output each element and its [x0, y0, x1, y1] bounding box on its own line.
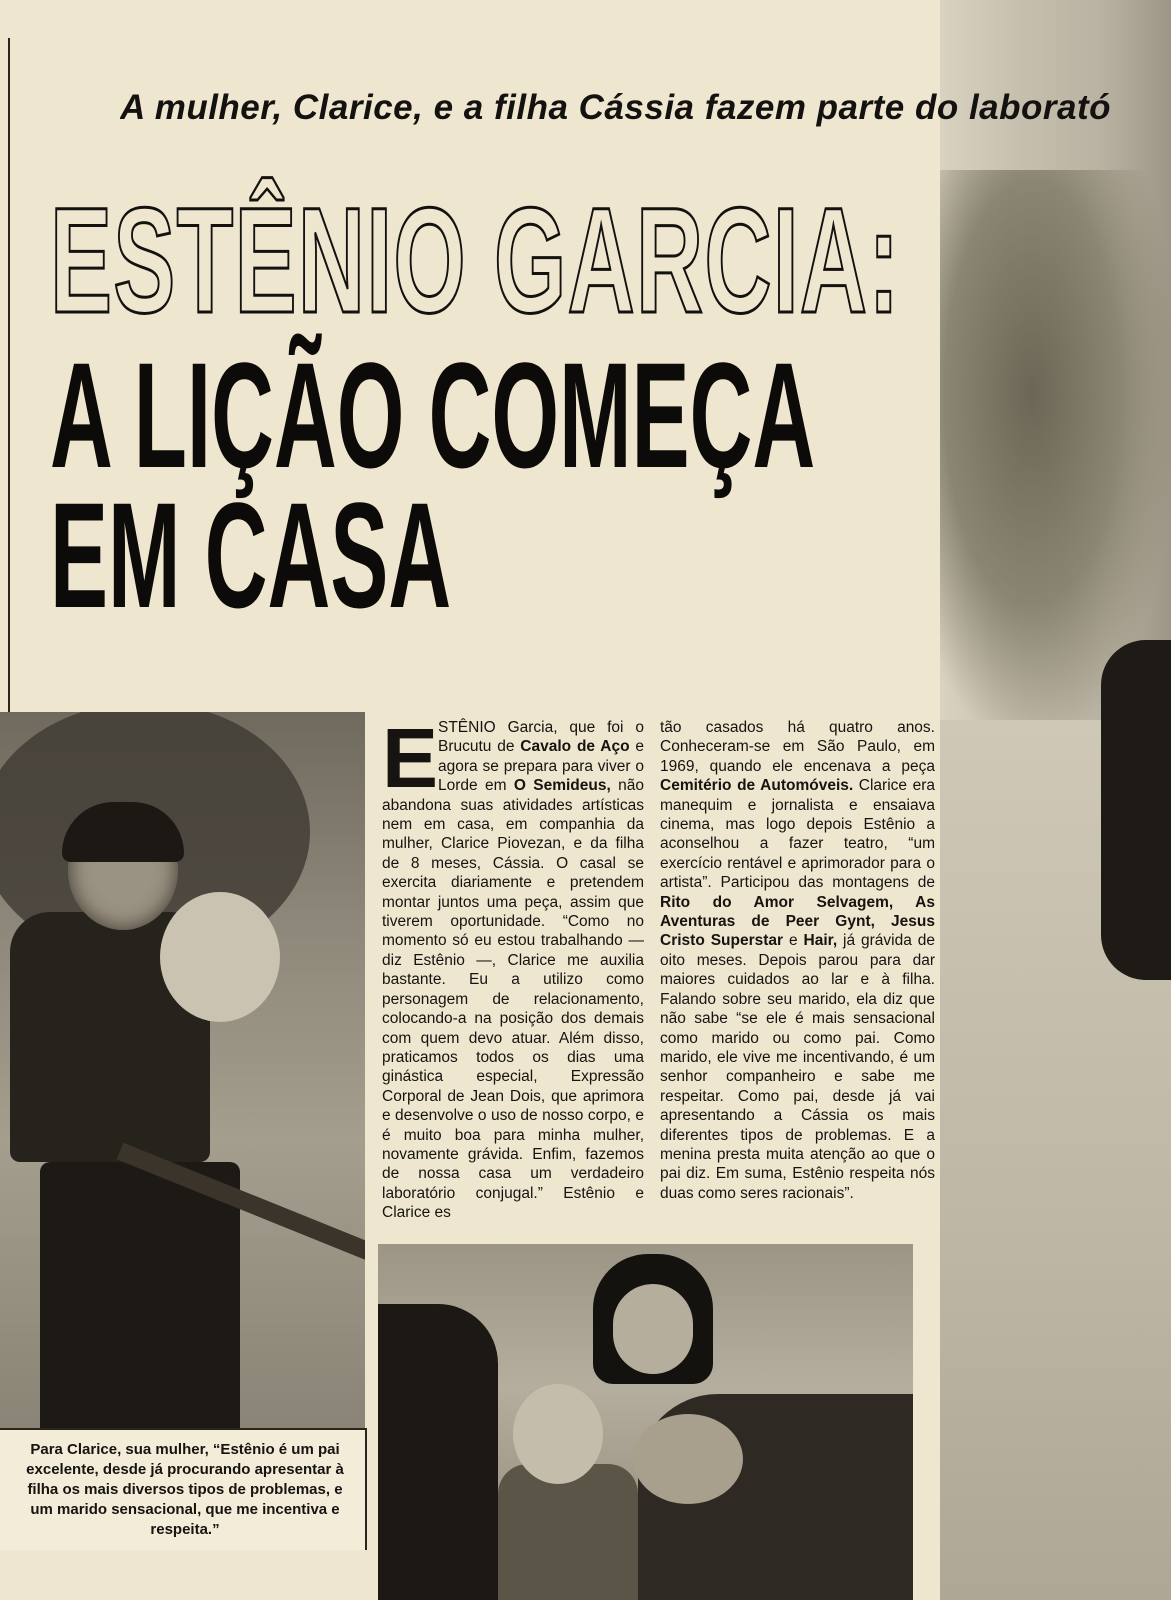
photo-baby-head	[513, 1384, 603, 1484]
photo-father-baby-seesaw	[0, 712, 365, 1428]
photo-man-face	[633, 1414, 743, 1504]
headline-line-3: EM CASA	[50, 471, 452, 639]
body-text: já grávida de oito meses. Depois parou para dar maiores cuidados ao lar e à filha. Falando sobre seu marido, ela diz que não sabe “se ele é mais sensacional como marido ou como pai. Como marido, ele vive me incentivando, é um senhor companheiro e sabe me respeitar. Como pai, desde já vai apresentando a Cássia os mais diferentes tipos de problemas. E a menina presta muita atenção ao que o pai diz. Em suma, Estênio respeita nós duas como seres racionais”.	[660, 932, 936, 1202]
drop-cap: E	[382, 711, 439, 805]
photo-woman-face	[613, 1284, 693, 1374]
body-text: não abandona suas atividades artísticas nem em casa, em companhia da mulher, Clarice Piovezan, e da filha de 8 meses, Cássia. O casal se exercita diariamente e pretendem montar juntos uma peça, assim que tiverem oportunidade. “Como no momento só eu estou trabalhando — diz Estênio —, Clarice me auxilia bastante. Eu a utilizo como personagem de relacionamento, colocando-a na posição dos demais com quem devo atuar. Além disso, praticamos todos os dias uma ginástica especial, Expressão Corporal de Jean Dois, que aprimora e desenvolve o uso de nosso corpo, e é muito boa para minha mulher, novamente grávida. Enfim, fazemos de nossa casa um verdadeiro laboratório conjugal.” Estênio e Clarice es	[382, 777, 644, 1222]
headline-outline: ESTÊNIO GARCIA:	[50, 176, 901, 344]
photo-caption-box	[0, 1428, 367, 1550]
body-text: e agora se prepara para viver o Lorde em	[438, 738, 644, 795]
body-bold-title: Hair,	[803, 932, 838, 950]
page-edge-line	[8, 38, 10, 718]
photo-man-legs	[40, 1162, 240, 1428]
photo-family-lawn	[378, 1244, 913, 1600]
photo-hair-shape	[1101, 640, 1171, 980]
headline-solid	[50, 331, 816, 639]
right-edge-photo	[940, 0, 1171, 1600]
body-text: STÊNIO Garcia, que foi o Brucutu de	[438, 719, 644, 756]
body-bold-title: Rito do Amor Selvagem, As Aventuras de Peer Gynt, Jesus Cristo Superstar	[660, 893, 935, 950]
photo-caption: Para Clarice, sua mulher, “Estênio é um pai excelente, desde já procurando apresentar à filha os mais diversos tipos de problemas, e um marido sensacional, que me incentiva e respeita.”	[26, 1441, 344, 1538]
body-bold-title: Cavalo de Aço	[520, 738, 630, 756]
headline-line-2: A LIÇÃO COMEÇA	[50, 331, 816, 499]
body-column-1	[382, 711, 644, 1223]
article-kicker: A mulher, Clarice, e a filha Cássia fazem parte do laborató	[120, 88, 1112, 127]
body-text: Clarice era manequim e jornalista e ensaiava cinema, mas logo depois Estênio a aconselhou a fazer teatro, “um exercício rentável e aprimorador para o artista”. Participou das montagens de	[660, 777, 935, 892]
body-text: e	[783, 932, 804, 950]
photo-baby-body	[498, 1464, 638, 1600]
photo-baby	[160, 892, 280, 1022]
body-bold-title: O Semideus,	[513, 777, 611, 795]
photo-shadow	[378, 1304, 498, 1600]
body-bold-title: Cemitério de Automóveis.	[660, 777, 854, 795]
body-text: tão casados há quatro anos. Conheceram-se em São Paulo, em 1969, quando ele encenava a peça	[660, 719, 935, 775]
body-column-2	[660, 718, 935, 1203]
